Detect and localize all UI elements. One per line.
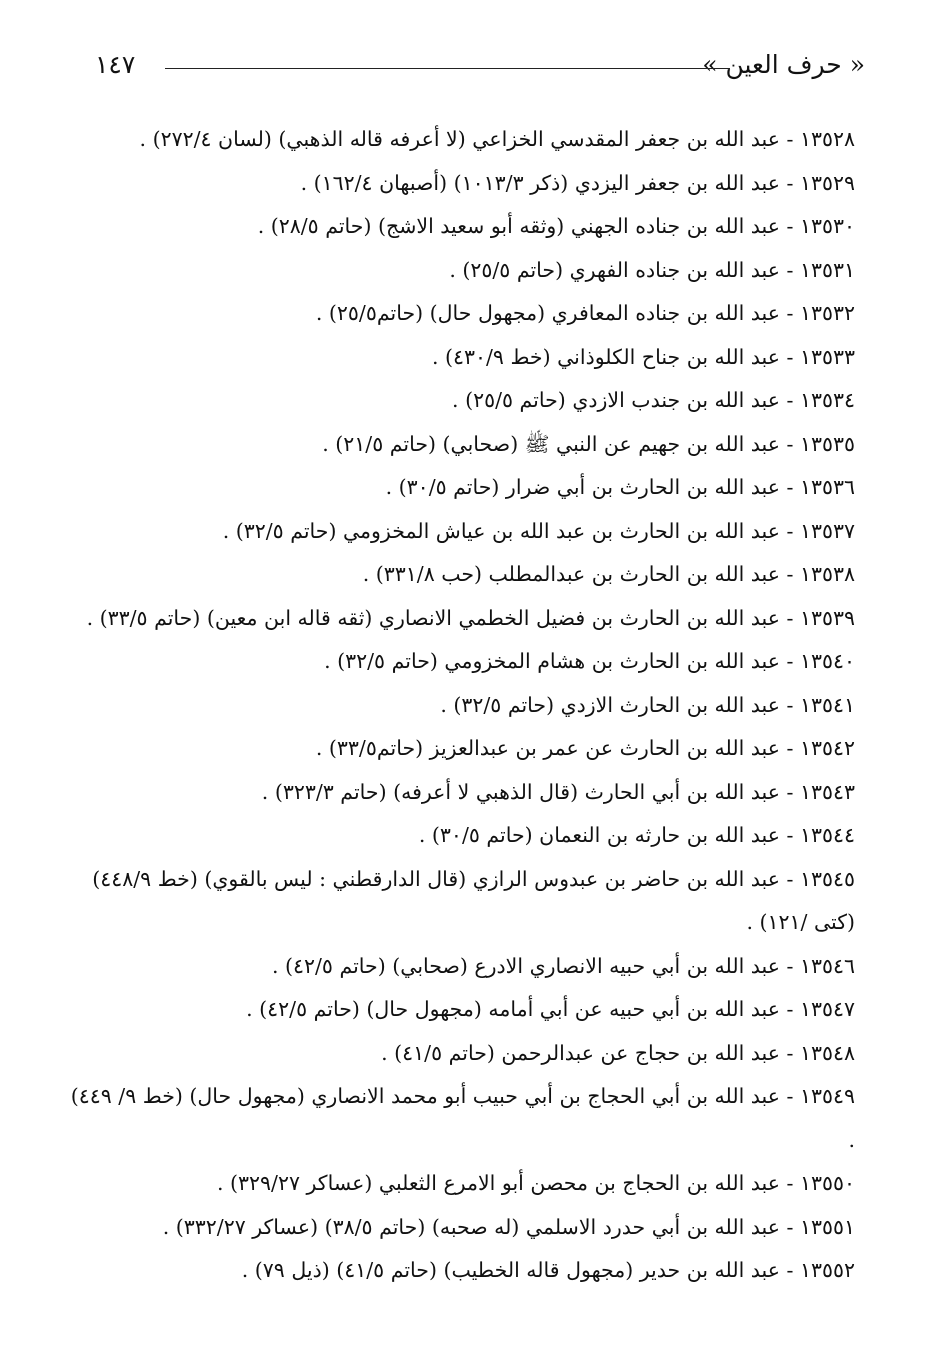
- entry-number: ١٣٥٤٢: [799, 736, 855, 760]
- entry-text: عبد الله بن أبي حدرد الاسلمي (له صحبه) (حاتم ٣٨/٥) (عساكر ٣٣٢/٢٧) .: [162, 1214, 780, 1239]
- entry-text: عبد الله بن أبي الحارث (قال الذهبي لا أعرفه) (حاتم ٣٢٣/٣) .: [261, 779, 780, 804]
- list-item: [65, 118, 855, 162]
- list-item: [65, 727, 855, 771]
- list-item: [65, 553, 855, 597]
- entry-text: عبد الله بن الحارث الازدي (حاتم ٣٢/٥) .: [440, 692, 780, 717]
- entry-separator: -: [779, 866, 800, 891]
- entry-separator: -: [779, 953, 800, 978]
- entry-separator: -: [779, 1214, 800, 1239]
- entry-separator: -: [779, 127, 800, 151]
- entry-text: عبد الله بن الحارث بن هشام المخزومي (حاتم ٣٢/٥) .: [324, 649, 780, 673]
- entry-text: عبد الله بن أبي الحجاج بن أبي حبيب أبو محمد الانصاري (مجهول حال) (خط ٩/ ٤٤٩) .: [70, 1084, 855, 1152]
- list-item: [65, 379, 855, 423]
- list-item: [65, 771, 855, 815]
- entry-text: عبد الله بن أبي حبيه الانصاري الادرع (صحابي) (حاتم ٤٢/٥) .: [271, 953, 780, 978]
- entry-separator: -: [779, 214, 800, 238]
- entry-separator: -: [779, 997, 800, 1021]
- list-item: [65, 1206, 855, 1250]
- entry-number: ١٣٥٤٨: [799, 1040, 855, 1065]
- list-item: [65, 1032, 855, 1076]
- list-item: [65, 858, 855, 945]
- entry-text: عبد الله بن الحارث عن عمر بن عبدالعزيز (حاتم٣٣/٥) .: [315, 736, 780, 760]
- header-rule: [165, 68, 730, 69]
- page-number: ١٤٧: [95, 50, 136, 79]
- entry-separator: -: [779, 1040, 800, 1065]
- list-item: [65, 1162, 855, 1206]
- entry-text: عبد الله بن أبي حبيه عن أبي أمامه (مجهول حال) (حاتم ٤٢/٥) .: [246, 997, 780, 1021]
- entry-separator: -: [779, 649, 800, 673]
- list-item: [65, 1075, 855, 1162]
- entry-text: عبد الله بن جناح الكلوذاني (خط ٤٣٠/٩) .: [431, 344, 780, 369]
- entry-text: عبد الله بن جناده المعافري (مجهول حال) (حاتم٢٥/٥) .: [315, 301, 780, 325]
- list-item: [65, 597, 855, 641]
- list-item: [65, 684, 855, 728]
- entry-separator: -: [779, 562, 800, 586]
- entry-separator: -: [779, 736, 800, 760]
- entry-number: ١٣٥٢٨: [799, 127, 855, 151]
- entry-separator: -: [779, 344, 800, 369]
- entry-text: عبد الله بن جعفر المقدسي الخزاعي (لا أعرفه قاله الذهبي) (لسان ٢٧٢/٤) .: [139, 127, 780, 151]
- entry-number: ١٣٥٣٥: [799, 431, 855, 456]
- list-item: [65, 988, 855, 1032]
- entry-text: عبد الله بن حاضر بن عبدوس الرازي (قال الدارقطني : ليس بالقوي) (خط ٤٤٨/٩) (كتى /١٢١) .: [92, 866, 855, 934]
- list-item: [65, 510, 855, 554]
- entry-number: ١٣٥٣٨: [799, 562, 855, 586]
- entry-separator: -: [779, 779, 800, 804]
- entry-number: ١٣٥٤٥: [799, 866, 855, 891]
- entry-number: ١٣٥٤٧: [799, 997, 855, 1021]
- list-item: [65, 1249, 855, 1293]
- entry-number: ١٣٥٣٧: [799, 518, 855, 543]
- list-item: [65, 336, 855, 380]
- list-item: [65, 466, 855, 510]
- entry-text: عبد الله بن حدير (مجهول قاله الخطيب) (حاتم ٤١/٥) (ذيل ٧٩) .: [241, 1258, 780, 1282]
- entry-text: عبد الله بن جناده الفهري (حاتم ٢٥/٥) .: [449, 257, 780, 282]
- entry-separator: -: [779, 475, 800, 499]
- entry-number: ١٣٥٣٢: [799, 301, 855, 325]
- entry-number: ١٣٥٥١: [799, 1214, 855, 1239]
- entry-number: ١٣٥٤٩: [799, 1084, 855, 1108]
- entry-number: ١٣٥٤١: [799, 692, 855, 717]
- list-item: [65, 162, 855, 206]
- entry-number: ١٣٥٤٠: [799, 649, 855, 673]
- entry-text: عبد الله بن الحارث بن عبد الله بن عياش المخزومي (حاتم ٣٢/٥) .: [222, 518, 780, 543]
- entry-separator: -: [779, 1084, 800, 1108]
- entry-text: عبد الله بن حجاج عن عبدالرحمن (حاتم ٤١/٥) .: [381, 1040, 780, 1065]
- entry-text: عبد الله بن حارثه بن النعمان (حاتم ٣٠/٥) .: [418, 823, 780, 847]
- list-item: [65, 423, 855, 467]
- entry-separator: -: [779, 431, 800, 456]
- list-item: [65, 640, 855, 684]
- list-item: [65, 814, 855, 858]
- list-item: [65, 292, 855, 336]
- entry-text: عبد الله بن جندب الازدي (حاتم ٢٥/٥) .: [452, 388, 780, 412]
- entry-number: ١٣٥٤٣: [799, 779, 855, 804]
- entry-separator: -: [779, 301, 800, 325]
- entry-number: ١٣٥٣٦: [799, 475, 855, 499]
- entry-number: ١٣٥٤٤: [799, 823, 855, 847]
- entry-number: ١٣٥٣٩: [799, 605, 855, 630]
- entry-text: عبد الله بن الحجاج بن محصن أبو الامرع الثعلبي (عساكر ٣٢٩/٢٧) .: [216, 1171, 780, 1195]
- list-item: [65, 205, 855, 249]
- entry-separator: -: [779, 823, 800, 847]
- entry-text: عبد الله بن الحارث بن فضيل الخطمي الانصاري (ثقه قاله ابن معين) (حاتم ٣٣/٥) .: [86, 605, 780, 630]
- list-item: [65, 945, 855, 989]
- entry-number: ١٣٥٣٤: [799, 388, 855, 412]
- entry-text: عبد الله بن الحارث بن أبي ضرار (حاتم ٣٠/٥) .: [385, 475, 780, 499]
- entry-separator: -: [779, 605, 800, 630]
- entry-separator: -: [779, 388, 800, 412]
- entry-number: ١٣٥٢٩: [799, 170, 855, 195]
- entry-list: [65, 118, 855, 1293]
- entry-separator: -: [779, 1258, 800, 1282]
- entry-number: ١٣٥٥٠: [799, 1171, 855, 1195]
- entry-number: ١٣٥٣٣: [799, 344, 855, 369]
- entry-text: عبد الله بن الحارث بن عبدالمطلب (حب ٣٣١/٨) .: [362, 562, 780, 586]
- entry-text: عبد الله بن جعفر اليزدي (ذكر ١٠١٣/٣) (أصبهان ١٦٢/٤) .: [300, 170, 780, 195]
- entry-number: ١٣٥٣٠: [799, 214, 855, 238]
- entry-number: ١٣٥٥٢: [799, 1258, 855, 1282]
- entry-separator: -: [779, 692, 800, 717]
- chapter-title: « حرف العين »: [702, 50, 865, 79]
- entry-text: عبد الله بن جناده الجهني (وثقه أبو سعيد الاشج) (حاتم ٢٨/٥) .: [257, 214, 780, 238]
- entry-text: عبد الله بن جهيم عن النبي ﷺ (صحابي) (حاتم ٢١/٥) .: [322, 431, 780, 456]
- list-item: [65, 249, 855, 293]
- entry-separator: -: [779, 257, 800, 282]
- entry-number: ١٣٥٤٦: [799, 953, 855, 978]
- entry-number: ١٣٥٣١: [799, 257, 855, 282]
- entry-separator: -: [779, 170, 800, 195]
- page-header: [95, 46, 865, 86]
- entry-separator: -: [779, 1171, 800, 1195]
- entry-separator: -: [779, 518, 800, 543]
